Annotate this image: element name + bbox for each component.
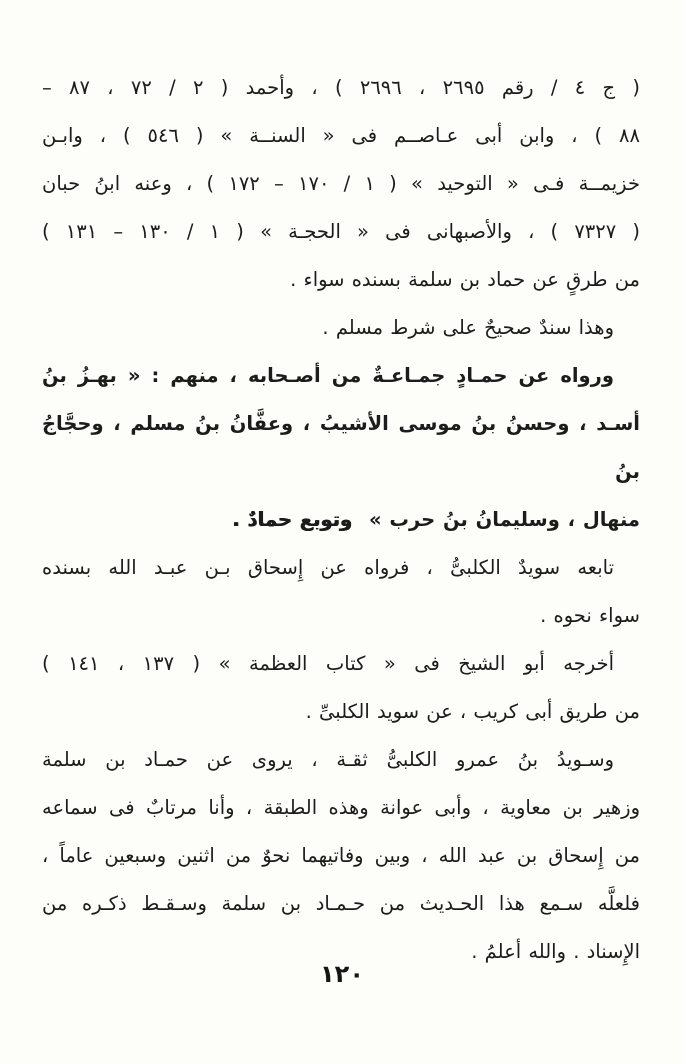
text-line: أسـد ، وحسنُ بنُ موسى الأشيبُ ، وعفَّانُ بنُ مسلم ، وحجَّاجُ بنُ — [42, 412, 640, 483]
text-line: ورواه عن حمـادٍ جمـاعـةٌ من أصـحابه ، منهم : « بهـزُ بنُ — [42, 364, 614, 387]
text-line: وسـويدُ بنُ عمرو الكلبىُّ ثقـة ، يروى عن حمـاد بن سلمة — [42, 748, 614, 771]
text-line: من إِسحاق بن عبد الله ، وبين وفاتيهما نحوٌ من اثنين وسبعين عاماً ، — [42, 844, 640, 867]
names-list-end: منهال ، وسليمانُ بنُ حرب » — [368, 508, 640, 531]
text-line: ( ج ٤ / رقم ٢٦٩٥ ، ٢٦٩٦ ) ، وأحمد ( ٢ / ٧٢ ، ٨٧ – — [42, 76, 640, 99]
page-number: ١٢٠ — [320, 960, 364, 988]
text-line: خزيمــة فـى « التوحيد » ( ١ / ١٧٠ – ١٧٢ ) ، وعنه ابنُ حبان — [42, 172, 640, 195]
text-line: أخرجه أبو الشيخ فى « كتاب العظمة » ( ١٣٧ ، ١٤١ ) — [42, 652, 614, 675]
text-line: فلعلَّه سـمع هذا الحـديث من حـمـاد بن سلمة وسـقـط ذكـره من — [42, 892, 640, 915]
text-line: ( ٧٣٢٧ ) ، والأصبهانى فى « الحجـة » ( ١ / ١٣٠ – ١٣١ ) — [42, 220, 640, 243]
text-line: وزهير بن معاوية ، وأبى عوانة وهذه الطبقة ، وأنا مرتابٌ فى سماعه — [42, 796, 640, 819]
text-line: ٨٨ ) ، وابن أبى عـاصــم فى « السنــة » ( ٥٤٦ ) ، وابـن — [42, 124, 640, 147]
text-line: من طرقٍ عن حماد بن سلمة بسنده سواء . — [290, 268, 640, 291]
hammad-followed-phrase: وتوبع حمادٌ . — [232, 508, 353, 531]
text-line — [42, 496, 640, 544]
text-line: من طريق أبى كريب ، عن سويد الكلبىِّ . — [305, 700, 640, 723]
text-line: تابعه سويدٌ الكلبىُّ ، فرواه عن إِسحاق بـن عبـد الله بسنده — [42, 556, 614, 579]
text-line: سواء نحوه . — [540, 604, 640, 627]
text-line: وهذا سندٌ صحيحٌ على شرط مسلم . — [322, 316, 614, 339]
body-text — [42, 64, 640, 976]
text-line: الإِسناد . والله أعلمُ . — [471, 940, 640, 963]
